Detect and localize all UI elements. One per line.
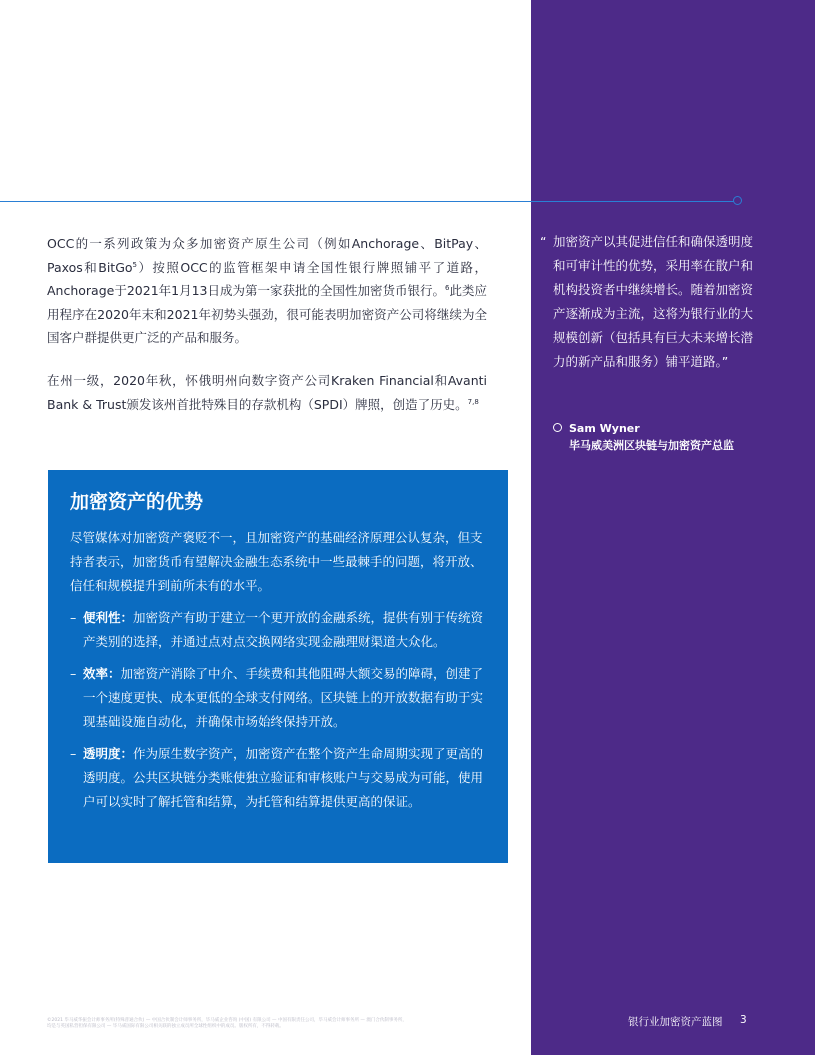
author-name: Sam Wyner <box>569 422 640 435</box>
dash-bullet: – <box>70 666 77 681</box>
pull-quote <box>540 230 755 374</box>
paragraph-occ-policy <box>47 232 487 350</box>
quote-attribution <box>553 420 753 454</box>
divider-end-circle <box>733 196 742 205</box>
list-item <box>70 606 492 654</box>
footnote-ref: 7,8 <box>467 397 479 406</box>
advantages-list <box>70 606 492 822</box>
item-title: 效率： <box>83 666 121 681</box>
dash-bullet: – <box>70 746 77 761</box>
sidebar-panel <box>531 0 815 1055</box>
list-item <box>70 742 492 814</box>
item-title: 透明度： <box>83 746 134 761</box>
paragraph-text: 在州一级，2020年秋，怀俄明州向数字资产公司Kraken Financial和Avanti Bank & Trust颁发该州首批特殊目的存款机构（SPDI）牌照，创造了历史。 <box>47 373 487 412</box>
report-title: 银行业加密资产蓝图 <box>628 1016 723 1028</box>
item-text: 作为原生数字资产，加密资产在整个资产生命周期实现了更高的透明度。公共区块链分类账使独立验证和审核账户与交易成为可能，使用户可以实时了解托管和结算，为托管和结算提供更高的保证。 <box>83 746 484 809</box>
item-text: 加密资产有助于建立一个更开放的金融系统，提供有别于传统资产类别的选择，并通过点对点交换网络实现金融理财渠道大众化。 <box>83 610 484 649</box>
box-intro: 尽管媒体对加密资产褒贬不一，且加密资产的基础经济原理公认复杂，但支持者表示，加密货币有望解决金融生态系统中一些最棘手的问题，将开放、信任和规模提升到前所未有的水平。 <box>70 530 483 593</box>
dash-bullet: – <box>70 610 77 625</box>
author-title: 毕马威美洲区块链与加密资产总监 <box>569 439 734 452</box>
box-title: 加密资产的优势 <box>70 491 204 513</box>
paragraph-text: ）按照OCC的监管框架申请全国性银行牌照铺平了道路，Anchorage于2021年1月13日成为第一家获批的全国性加密货币银行。 <box>47 259 488 298</box>
item-text: 加密资产消除了中介、手续费和其他阻碍大额交易的障碍，创建了一个速度更快、成本更低的全球支付网络。区块链上的开放数据有助于实现基础设施自动化，并确保市场始终保持开放。 <box>83 666 484 729</box>
footnote-ref: 6 <box>445 283 450 292</box>
quote-text: 加密资产以其促进信任和确保透明度和可审计性的优势，采用率在散户和机构投资者中继续增长。随着加密资产逐渐成为主流，这将为银行业的大规模创新（包括具有巨大未来增长潜力的新产品和服务）铺平道路。” <box>553 234 754 369</box>
divider-line <box>0 201 735 202</box>
footnote-ref: 5 <box>132 260 137 269</box>
paragraph-text: OCC的一系列政策为众多加密资产原生公司（例如Anchorage、BitPay、Paxos和BitGo <box>47 236 487 275</box>
circle-bullet-icon <box>553 423 562 432</box>
page-number: 3 <box>740 1014 747 1026</box>
legal-notice: ©2021 毕马威华振会计师事务所(特殊普通合伙) — 中国合伙制会计师事务所，毕马威企业咨询 (中国) 有限公司 — 中国有限责任公司，毕马威会计师事务所 — 澳门合伙制事务所，均是与英国私营担保有限公司 — 毕马威国际有限公司相关联的独立成员所全球性组织中的成员。版权所有，不得转载。 <box>47 1018 407 1029</box>
advantages-box <box>48 470 508 863</box>
item-title: 便利性： <box>83 610 134 625</box>
paragraph-wyoming <box>47 369 487 416</box>
list-item <box>70 662 492 734</box>
quote-mark: “ <box>540 234 547 249</box>
paragraph-text: 此类应用程序在2020年末和2021年初势头强劲，很可能表明加密资产公司将继续为全国客户群提供更广泛的产品和服务。 <box>47 283 487 345</box>
